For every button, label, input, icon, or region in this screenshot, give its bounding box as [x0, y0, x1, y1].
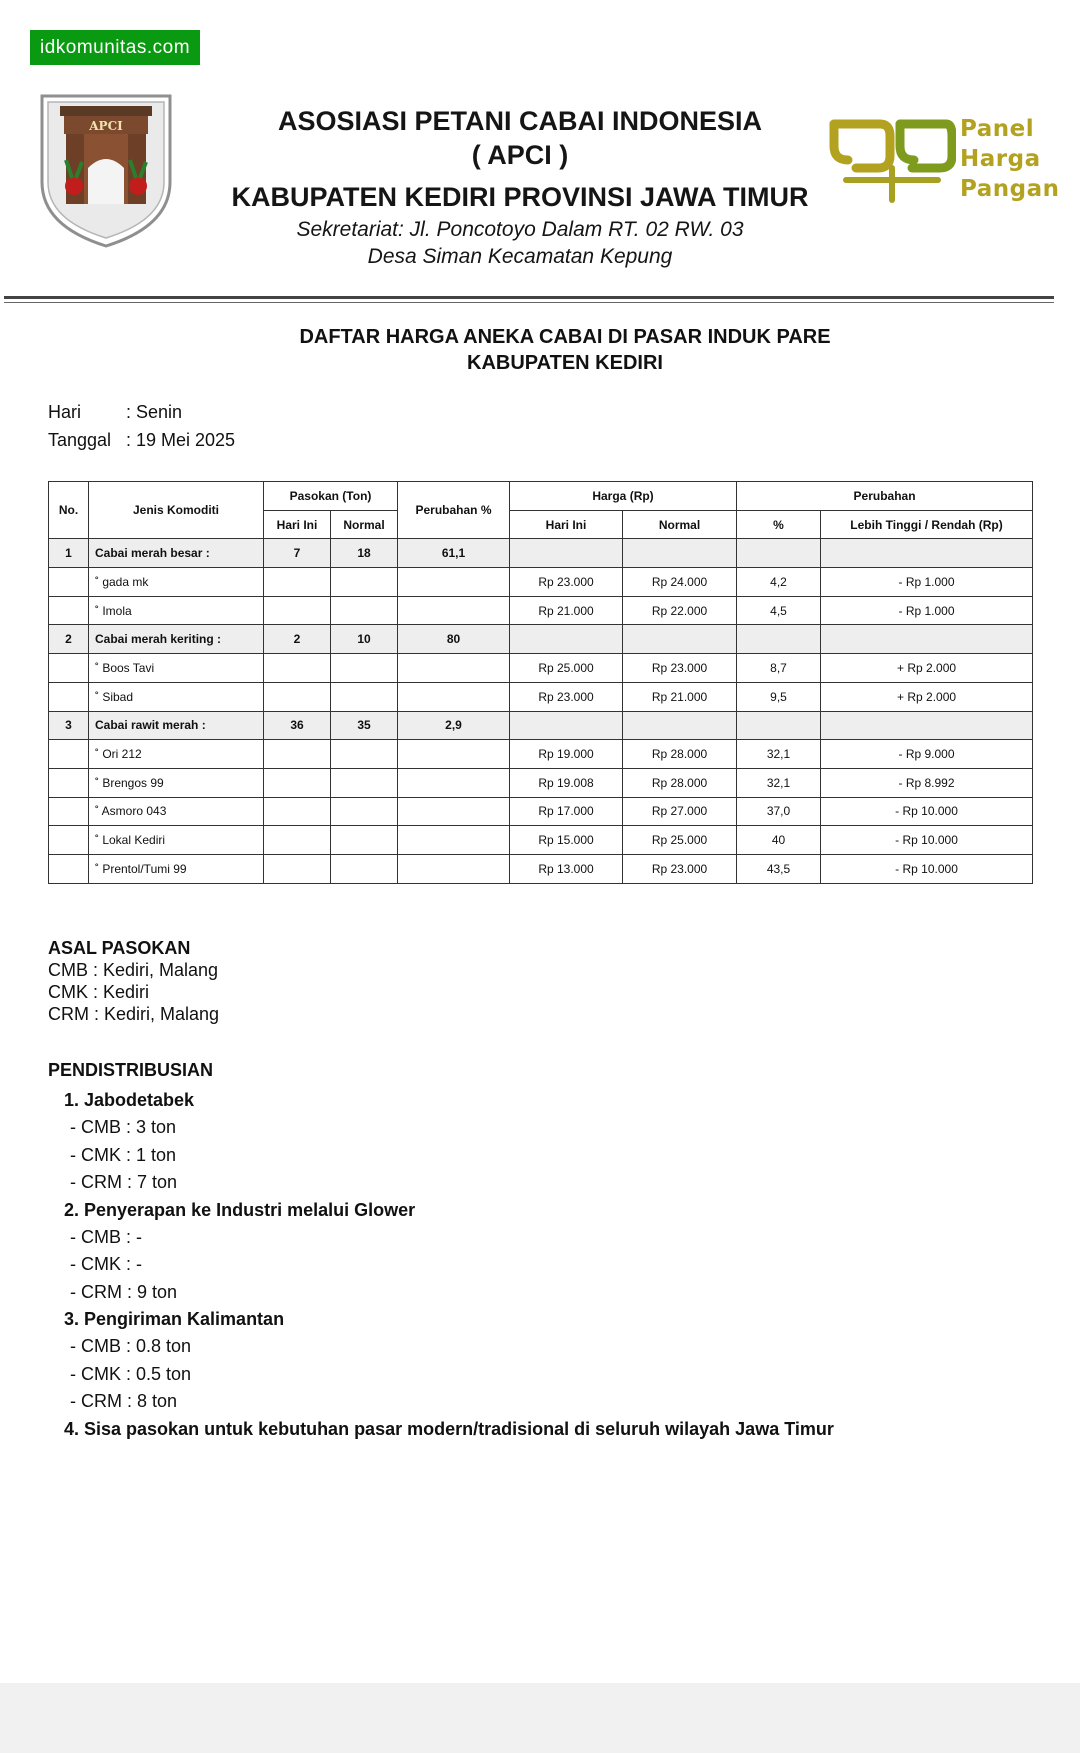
cell-price-today: [510, 539, 623, 568]
cell-supply-normal: [331, 596, 398, 625]
header-supply: Pasokan (Ton): [264, 482, 398, 511]
cell-price-normal: Rp 22.000: [623, 596, 737, 625]
cell-price-today: Rp 23.000: [510, 682, 623, 711]
cell-change-percent: 4,2: [737, 568, 821, 597]
org-name-line1: ASOSIASI PETANI CABAI INDONESIA: [277, 106, 763, 136]
supply-origin-line: CMB : Kediri, Malang: [48, 960, 219, 980]
cell-change-pct: [398, 596, 510, 625]
cell-no: 3: [49, 711, 89, 740]
distribution-section: [48, 1060, 834, 1443]
cell-change-diff: + Rp 2.000: [821, 654, 1033, 683]
table-row: [49, 654, 1033, 683]
cell-price-normal: Rp 25.000: [623, 826, 737, 855]
cell-price-normal: Rp 23.000: [623, 654, 737, 683]
table-row: [49, 854, 1033, 883]
cell-change-diff: - Rp 1.000: [821, 596, 1033, 625]
cell-change-diff: [821, 625, 1033, 654]
cell-price-today: [510, 625, 623, 654]
cell-commodity: ˚ Boos Tavi: [89, 654, 264, 683]
cell-supply-today: [264, 568, 331, 597]
cell-supply-normal: [331, 740, 398, 769]
price-table: [48, 481, 1033, 884]
table-group-row: [49, 711, 1033, 740]
cell-change-diff: [821, 711, 1033, 740]
cell-supply-today: [264, 596, 331, 625]
cell-no: [49, 854, 89, 883]
cell-change-pct: [398, 740, 510, 769]
cell-supply-normal: 35: [331, 711, 398, 740]
cell-commodity: ˚ gada mk: [89, 568, 264, 597]
cell-price-today: Rp 15.000: [510, 826, 623, 855]
logo-line-harga: Harga: [960, 146, 1041, 172]
header-change-diff: Lebih Tinggi / Rendah (Rp): [821, 510, 1033, 539]
distribution-item: - CMK : -: [70, 1254, 142, 1274]
cell-supply-today: 7: [264, 539, 331, 568]
org-name-line3: KABUPATEN KEDIRI PROVINSI JAWA TIMUR: [231, 182, 809, 212]
header-no: No.: [49, 482, 89, 539]
cell-price-today: [510, 711, 623, 740]
cell-supply-normal: [331, 654, 398, 683]
distribution-category: 4. Sisa pasokan untuk kebutuhan pasar modern/tradisional di seluruh wilayah Jawa Timur: [64, 1418, 834, 1439]
header-supply-today: Hari Ini: [264, 510, 331, 539]
distribution-item: - CRM : 9 ton: [70, 1281, 178, 1302]
cell-commodity: Cabai merah besar :: [89, 539, 264, 568]
distribution-item: - CRM : 7 ton: [70, 1172, 178, 1192]
distribution-category: 3. Pengiriman Kalimantan: [64, 1309, 285, 1329]
supply-origin-heading: ASAL PASOKAN: [48, 938, 191, 958]
distribution-item: - CMB : 0.8 ton: [70, 1336, 192, 1356]
cell-supply-today: [264, 797, 331, 826]
cell-change-pct: 2,9: [398, 711, 510, 740]
cell-no: [49, 826, 89, 855]
cell-supply-normal: 18: [331, 539, 398, 568]
cell-change-pct: [398, 568, 510, 597]
cell-commodity: ˚ Prentol/Tumi 99: [89, 854, 264, 883]
table-row: [49, 682, 1033, 711]
cell-price-today: Rp 25.000: [510, 654, 623, 683]
cell-change-diff: [821, 539, 1033, 568]
distribution-heading: PENDISTRIBUSIAN: [48, 1060, 214, 1080]
cell-change-percent: 9,5: [737, 682, 821, 711]
cell-change-percent: 43,5: [737, 854, 821, 883]
distribution-category: 2. Penyerapan ke Industri melalui Glower: [64, 1199, 416, 1220]
cell-supply-normal: [331, 768, 398, 797]
cell-no: [49, 654, 89, 683]
cell-price-today: Rp 13.000: [510, 854, 623, 883]
emblem-text: APCI: [89, 119, 123, 133]
document-title-line2: KABUPATEN KEDIRI: [467, 352, 663, 374]
logo-line-pangan: Pangan: [960, 176, 1060, 202]
cell-change-percent: [737, 711, 821, 740]
date-label: Tanggal: [48, 430, 112, 450]
cell-no: [49, 568, 89, 597]
header-divider-thin: [4, 302, 1054, 303]
distribution-category: 1. Jabodetabek: [64, 1090, 195, 1110]
cell-commodity: Cabai rawit merah :: [89, 711, 264, 740]
header-change-percent: %: [737, 510, 821, 539]
table-group-row: [49, 625, 1033, 654]
cell-price-normal: Rp 27.000: [623, 797, 737, 826]
cell-supply-today: 36: [264, 711, 331, 740]
distribution-item: - CMK : 1 ton: [70, 1144, 177, 1165]
document-title-line1: DAFTAR HARGA ANEKA CABAI DI PASAR INDUK PARE: [299, 326, 831, 348]
cell-price-normal: Rp 28.000: [623, 768, 737, 797]
day-value: : Senin: [126, 402, 183, 422]
cell-commodity: ˚ Asmoro 043: [89, 797, 264, 826]
distribution-item: - CMK : 0.5 ton: [70, 1363, 192, 1384]
distribution-item: - CMB : 3 ton: [70, 1117, 177, 1137]
cell-supply-today: [264, 654, 331, 683]
table-group-row: [49, 539, 1033, 568]
cell-no: 2: [49, 625, 89, 654]
cell-no: 1: [49, 539, 89, 568]
secretariat-line2: Desa Siman Kecamatan Kepung: [367, 245, 673, 268]
cell-change-diff: + Rp 2.000: [821, 682, 1033, 711]
header-price-normal: Normal: [623, 510, 737, 539]
cell-supply-today: [264, 768, 331, 797]
cell-price-today: Rp 17.000: [510, 797, 623, 826]
cell-change-pct: [398, 797, 510, 826]
cell-price-today: Rp 23.000: [510, 568, 623, 597]
apci-emblem-icon: [36, 90, 176, 250]
header-supply-normal: Normal: [331, 510, 398, 539]
table-row: [49, 768, 1033, 797]
panel-harga-pangan-text: [960, 114, 1070, 204]
cell-no: [49, 596, 89, 625]
cell-change-pct: 61,1: [398, 539, 510, 568]
day-row: [48, 402, 182, 423]
cell-price-normal: Rp 28.000: [623, 740, 737, 769]
logo-line-panel: Panel: [960, 116, 1035, 142]
cell-price-today: Rp 21.000: [510, 596, 623, 625]
cell-no: [49, 797, 89, 826]
cell-change-pct: [398, 654, 510, 683]
cell-no: [49, 682, 89, 711]
cell-commodity: ˚ Lokal Kediri: [89, 826, 264, 855]
table-row: [49, 797, 1033, 826]
cell-change-diff: - Rp 1.000: [821, 568, 1033, 597]
date-row: [48, 430, 235, 451]
cell-supply-normal: [331, 854, 398, 883]
cell-supply-today: [264, 854, 331, 883]
cell-change-percent: 4,5: [737, 596, 821, 625]
cell-commodity: ˚ Imola: [89, 596, 264, 625]
header-commodity: Jenis Komoditi: [89, 482, 264, 539]
supply-origin-line: CRM : Kediri, Malang: [48, 1004, 220, 1024]
cell-no: [49, 768, 89, 797]
cell-supply-normal: [331, 797, 398, 826]
cell-change-pct: [398, 768, 510, 797]
cell-price-normal: Rp 23.000: [623, 854, 737, 883]
panel-harga-pangan-logo-icon: [826, 116, 956, 206]
cell-commodity: ˚ Sibad: [89, 682, 264, 711]
cell-price-today: Rp 19.000: [510, 740, 623, 769]
cell-change-percent: [737, 539, 821, 568]
cell-commodity: Cabai merah keriting :: [89, 625, 264, 654]
cell-commodity: ˚ Ori 212: [89, 740, 264, 769]
distribution-item: - CRM : 8 ton: [70, 1391, 178, 1411]
table-row: [49, 596, 1033, 625]
cell-commodity: ˚ Brengos 99: [89, 768, 264, 797]
distribution-item: - CMB : -: [70, 1226, 142, 1247]
secretariat-line1: Sekretariat: Jl. Poncotoyo Dalam RT. 02 RW. 03: [296, 218, 744, 241]
cell-change-pct: 80: [398, 625, 510, 654]
cell-change-diff: - Rp 8.992: [821, 768, 1033, 797]
watermark-label: idkomunitas.com: [30, 30, 200, 65]
cell-supply-today: [264, 826, 331, 855]
supply-origin-section: [48, 937, 219, 1025]
cell-change-diff: - Rp 10.000: [821, 826, 1033, 855]
table-row: [49, 740, 1033, 769]
table-row: [49, 826, 1033, 855]
cell-price-normal: Rp 21.000: [623, 682, 737, 711]
cell-supply-normal: 10: [331, 625, 398, 654]
cell-change-pct: [398, 826, 510, 855]
header-divider-thick: [4, 296, 1054, 299]
header-price: Harga (Rp): [510, 482, 737, 511]
header-change-pct: Perubahan %: [398, 482, 510, 539]
cell-supply-normal: [331, 568, 398, 597]
cell-price-normal: [623, 539, 737, 568]
header-price-today: Hari Ini: [510, 510, 623, 539]
date-value: : 19 Mei 2025: [126, 430, 236, 450]
cell-change-percent: [737, 625, 821, 654]
cell-change-percent: 32,1: [737, 768, 821, 797]
cell-change-percent: 40: [737, 826, 821, 855]
cell-change-diff: - Rp 10.000: [821, 854, 1033, 883]
cell-price-normal: [623, 711, 737, 740]
cell-change-percent: 32,1: [737, 740, 821, 769]
cell-change-pct: [398, 682, 510, 711]
cell-change-percent: 8,7: [737, 654, 821, 683]
org-name-line2: ( APCI ): [471, 140, 569, 170]
cell-price-normal: Rp 24.000: [623, 568, 737, 597]
cell-supply-today: [264, 740, 331, 769]
cell-supply-normal: [331, 682, 398, 711]
price-table-body: [49, 539, 1033, 883]
cell-price-normal: [623, 625, 737, 654]
cell-supply-today: [264, 682, 331, 711]
cell-change-pct: [398, 854, 510, 883]
cell-supply-normal: [331, 826, 398, 855]
cell-no: [49, 740, 89, 769]
header-change: Perubahan: [737, 482, 1033, 511]
cell-price-today: Rp 19.008: [510, 768, 623, 797]
supply-origin-line: CMK : Kediri: [48, 982, 150, 1002]
cell-change-diff: - Rp 9.000: [821, 740, 1033, 769]
day-label: Hari: [48, 402, 82, 422]
table-row: [49, 568, 1033, 597]
cell-supply-today: 2: [264, 625, 331, 654]
cell-change-percent: 37,0: [737, 797, 821, 826]
cell-change-diff: - Rp 10.000: [821, 797, 1033, 826]
